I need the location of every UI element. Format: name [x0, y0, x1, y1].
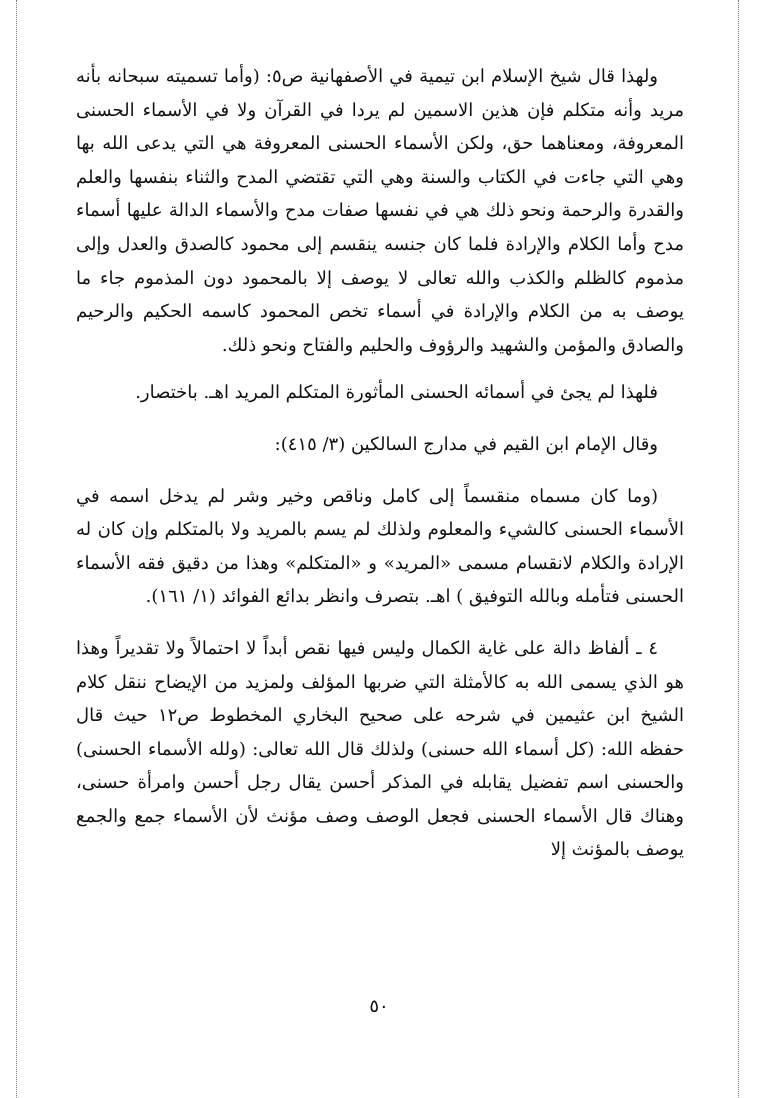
paragraph-conclusion: فلهذا لم يجئ في أسمائه الحسنى المأثورة المتكلم المريد اهـ. باختصار.: [135, 382, 658, 404]
paragraph-ibn-qayyim-quote: (وما كان مسماه منقسماً إلى كامل وناقص وخير وشر لم يدخل اسمه في الأسماء الحسنى كالشيء والمعلوم ولذلك لم يسم بالمريد ولا بالمتكلم وإن كان له الإرادة والكلام لانقسام مسمى «المريد» و «المتكلم» وهذا من دقيق فقه الأسماء الحسنى فتأمله وبالله التوفيق ) اهـ. بتصرف وانظر بدائع الفوائد (١/ ١٦١).: [76, 485, 684, 608]
scan-margin-line-left: [16, 0, 17, 1098]
page-number: ٥٠: [369, 996, 389, 1017]
page-body: [76, 60, 684, 867]
paragraph-point-four: ٤ ـ ألفاظ دالة على غاية الكمال وليس فيها نقص أبداً لا احتمالاً ولا تقديراً وهذا هو الذي يسمى الله به كالأمثلة التي ضربها المؤلف ولمزيد من الإيضاح ننقل كلام الشيخ ابن عثيمين في شرحه على صحيح البخاري المخطوط ص١٢ حيث قال حفظه الله: (كل أسماء الله حسنى) ولذلك قال الله تعالى: (ولله الأسماء الحسنى) والحسنى اسم تفضيل يقابله في المذكر أحسن يقال رجل أحسن وامرأة حسنى، وهناك قال الأسماء الحسنى فجعل الوصف وصف مؤنث لأن الأسماء جمع والجمع يوصف بالمؤنث إلا: [76, 637, 684, 861]
scan-margin-line-right: [738, 0, 739, 1098]
paragraph-ibn-taymiyyah-quote: ولهذا قال شيخ الإسلام ابن تيمية في الأصفهانية ص٥: (وأما تسميته سبحانه بأنه مريد وأنه متكلم فإن هذين الاسمين لم يردا في القرآن ولا في الأسماء الحسنى المعروفة، ومعناهما حق، ولكن الأسماء الحسنى المعروفة هي التي يدعى الله بها وهي التي جاءت في الكتاب والسنة وهي التي تقتضي المدح والثناء بنفسها والعلم والقدرة والرحمة ونحو ذلك هي في نفسها صفات مدح والأسماء الدالة عليها أسماء مدح وأما الكلام والإرادة فلما كان جنسه ينقسم إلى محمود كالصدق والعدل وإلى مذموم كالظلم والكذب والله تعالى لا يوصف إلا بالمحمود دون المذموم جاء ما يوصف به من الكلام والإرادة في أسماء تخص المحمود كاسمه الحكيم والرحيم والصادق والمؤمن والشهيد والرؤوف والحليم والفتاح ونحو ذلك.: [76, 66, 684, 356]
paragraph-ibn-qayyim-intro: وقال الإمام ابن القيم في مدارج السالكين (٣/ ٤١٥):: [274, 433, 658, 455]
